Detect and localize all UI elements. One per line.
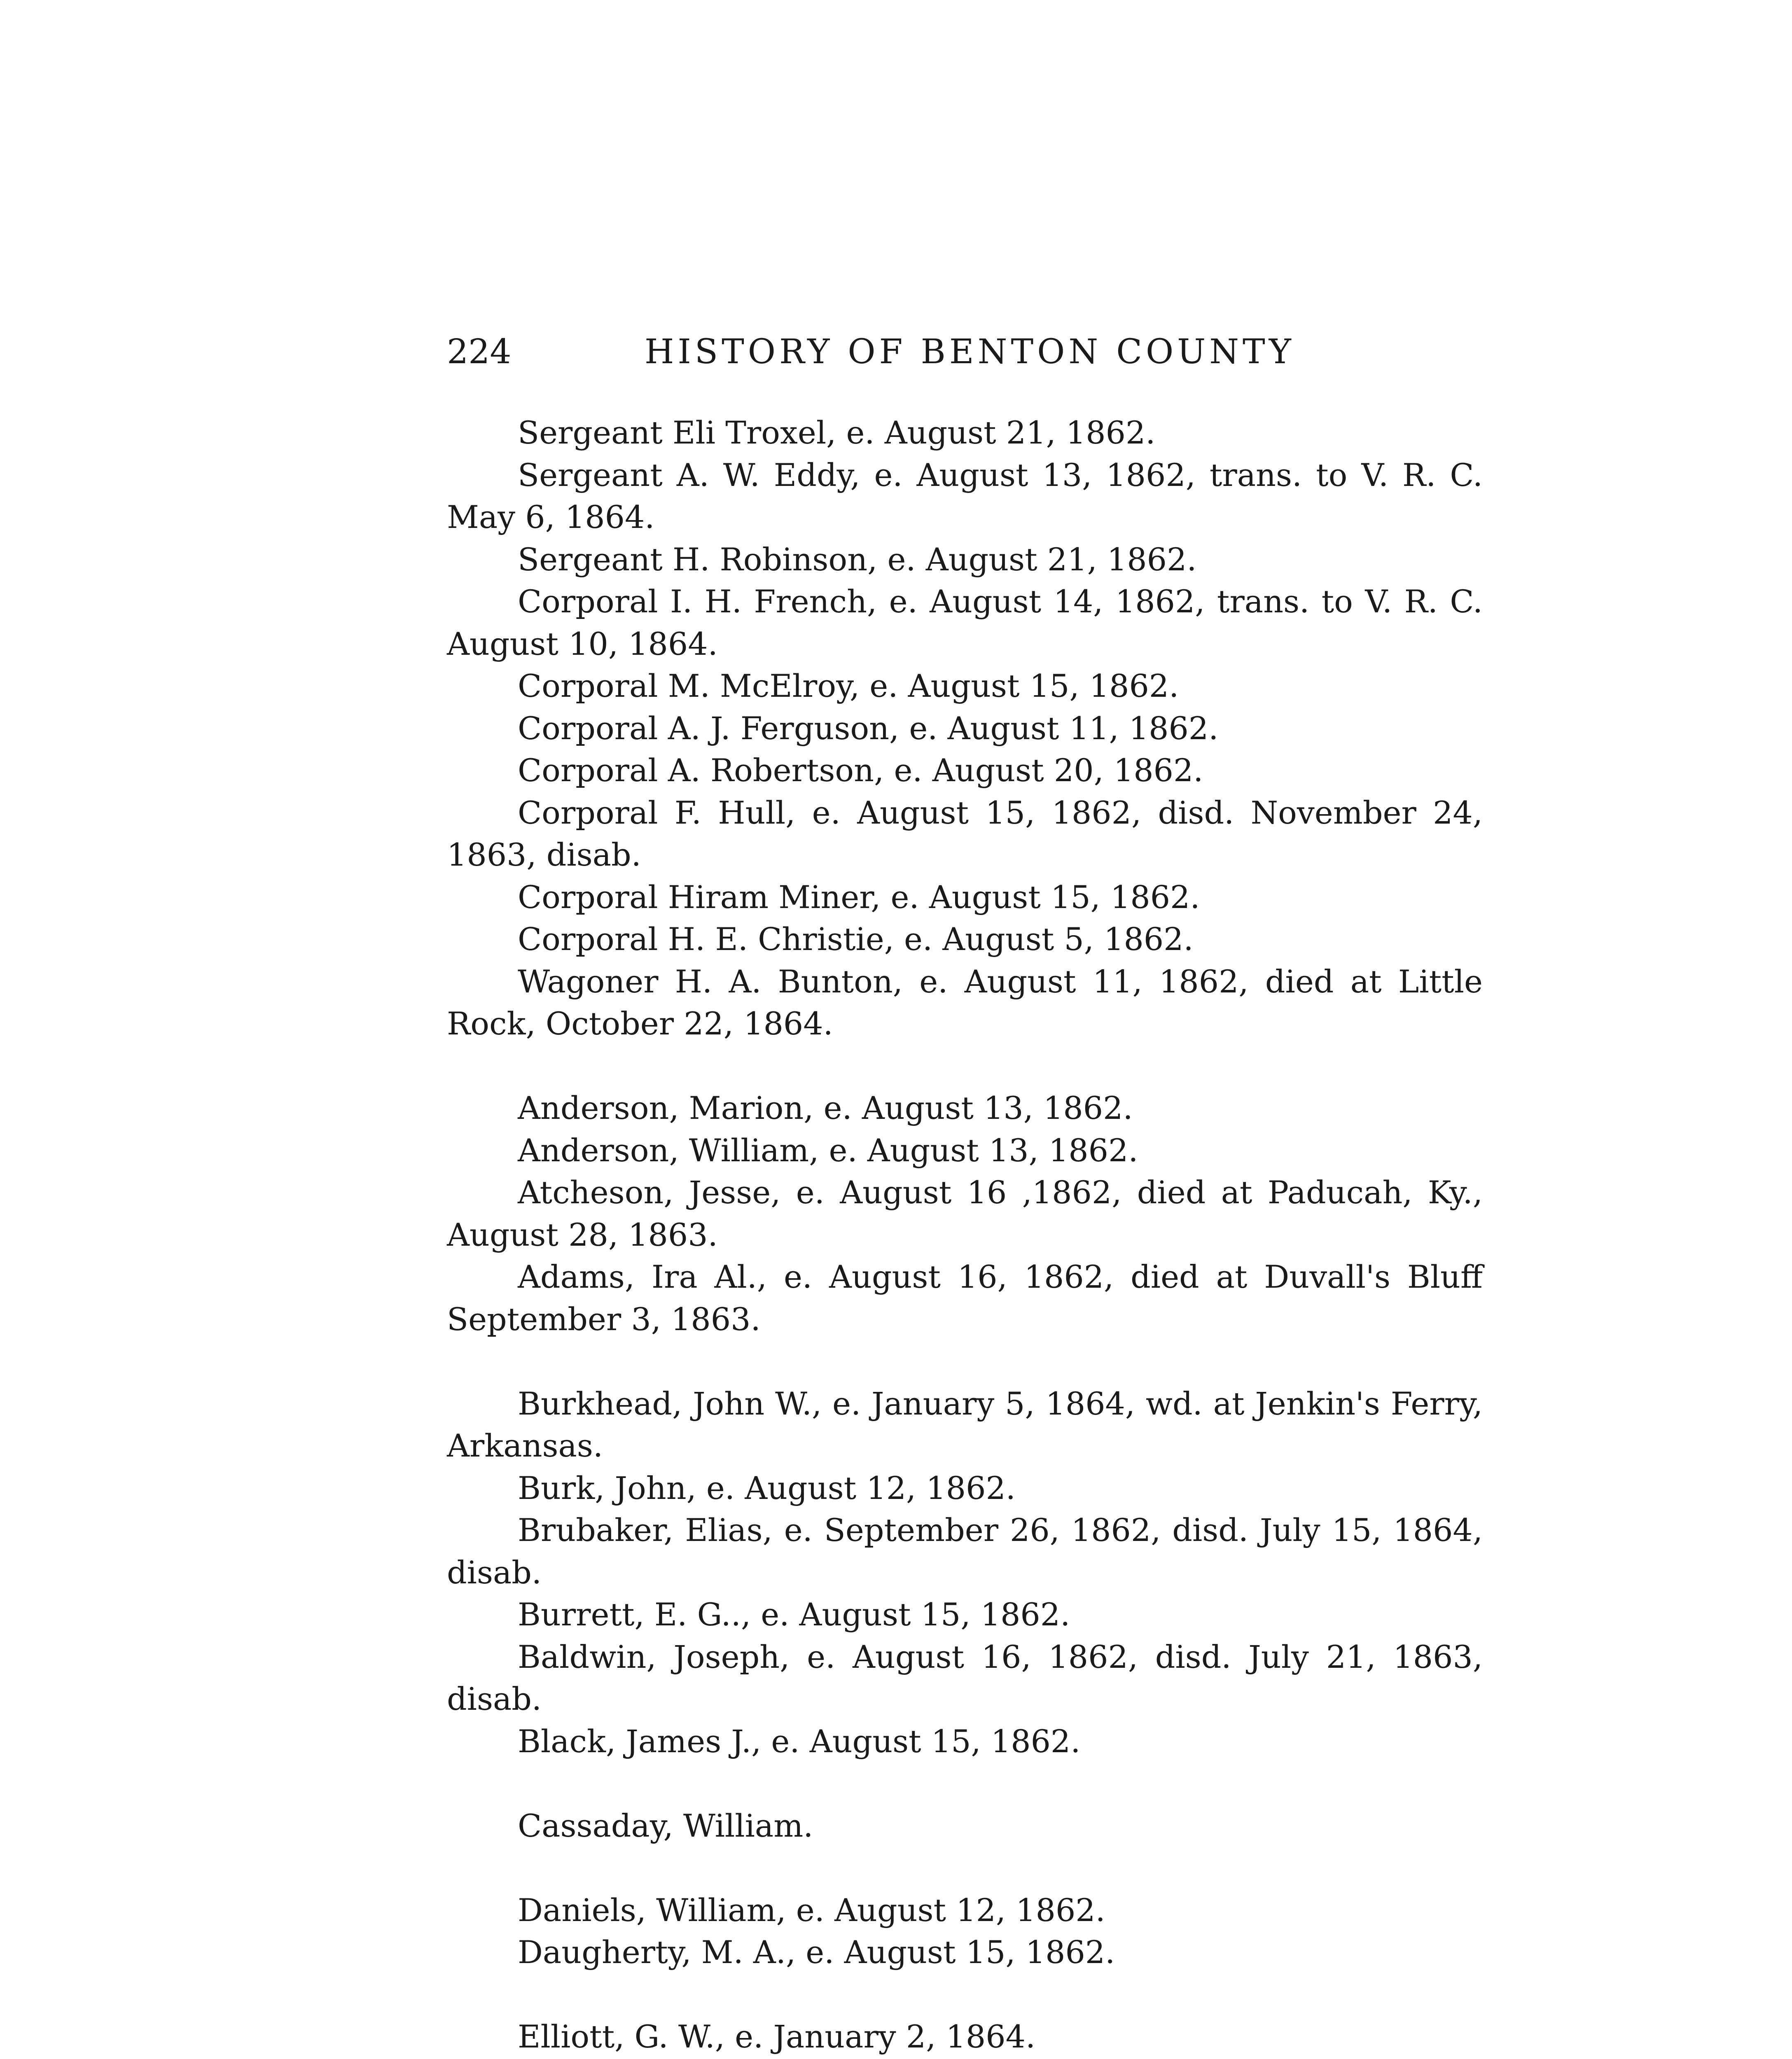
roster-group-b [447, 1383, 1493, 1763]
roster-entry: Burrett, E. G.., e. August 15, 1862. [518, 1596, 1070, 1633]
roster-entry: Corporal A. Robertson, e. August 20, 1862. [518, 752, 1203, 789]
roster-entry: Cassaday, William. [518, 1807, 813, 1844]
roster-entry: Corporal M. McElroy, e. August 15, 1862. [518, 668, 1179, 704]
roster-group-e [447, 2016, 1483, 2058]
roster-entry: Daniels, William, e. August 12, 1862. [518, 1891, 1105, 1928]
roster-entry: Corporal F. Hull, e. August 15, 1862, disd. November 24, 1863, disab. [447, 794, 1493, 873]
roster-entry: Atcheson, Jesse, e. August 16 ,1862, died at Paducah, Ky., August 28, 1863. [447, 1174, 1493, 1253]
roster-entry: Burk, John, e. August 12, 1862. [518, 1469, 1016, 1506]
roster-entry: Daugherty, M. A., e. August 15, 1862. [518, 1934, 1115, 1970]
roster-entry: Brubaker, Elias, e. September 26, 1862, disd. July 15, 1864, disab. [447, 1512, 1493, 1591]
roster-entry: Corporal Hiram Miner, e. August 15, 1862. [518, 878, 1200, 915]
roster-group-d [447, 1889, 1483, 1974]
roster-entry: Elliott, G. W., e. January 2, 1864. [518, 2018, 1036, 2055]
roster-entry: Sergeant A. W. Eddy, e. August 13, 1862, trans. to V. R. C. May 6, 1864. [447, 456, 1493, 535]
roster-entry: Corporal H. E. Christie, e. August 5, 1862. [518, 921, 1194, 957]
page-number: 224 [447, 332, 512, 371]
running-title: HISTORY OF BENTON COUNTY [645, 332, 1295, 371]
roster-entry: Corporal I. H. French, e. August 14, 1862, trans. to V. R. C. August 10, 1864. [447, 583, 1493, 662]
roster-entry: Anderson, William, e. August 13, 1862. [518, 1132, 1138, 1169]
roster-group-c [447, 1805, 1483, 1847]
roster-group-officers [447, 412, 1493, 1045]
roster-entry: Sergeant H. Robinson, e. August 21, 1862. [518, 541, 1197, 578]
roster-entry: Black, James J., e. August 15, 1862. [518, 1723, 1081, 1760]
running-head [447, 329, 1497, 375]
roster-entry: Anderson, Marion, e. August 13, 1862. [518, 1090, 1133, 1126]
roster-entry: Adams, Ira Al., e. August 16, 1862, died at Duvall's Bluff September 3, 1863. [447, 1258, 1493, 1338]
roster-text [447, 412, 1493, 2059]
roster-group-a [447, 1087, 1493, 1340]
roster-entry: Wagoner H. A. Bunton, e. August 11, 1862, died at Little Rock, October 22, 1864. [447, 963, 1493, 1042]
roster-entry: Baldwin, Joseph, e. August 16, 1862, disd. July 21, 1863, disab. [447, 1638, 1493, 1717]
roster-entry: Sergeant Eli Troxel, e. August 21, 1862. [518, 414, 1156, 451]
roster-entry: Burkhead, John W., e. January 5, 1864, wd. at Jenkin's Ferry, Arkansas. [447, 1385, 1493, 1464]
roster-entry: Corporal A. J. Ferguson, e. August 11, 1862. [518, 710, 1219, 747]
